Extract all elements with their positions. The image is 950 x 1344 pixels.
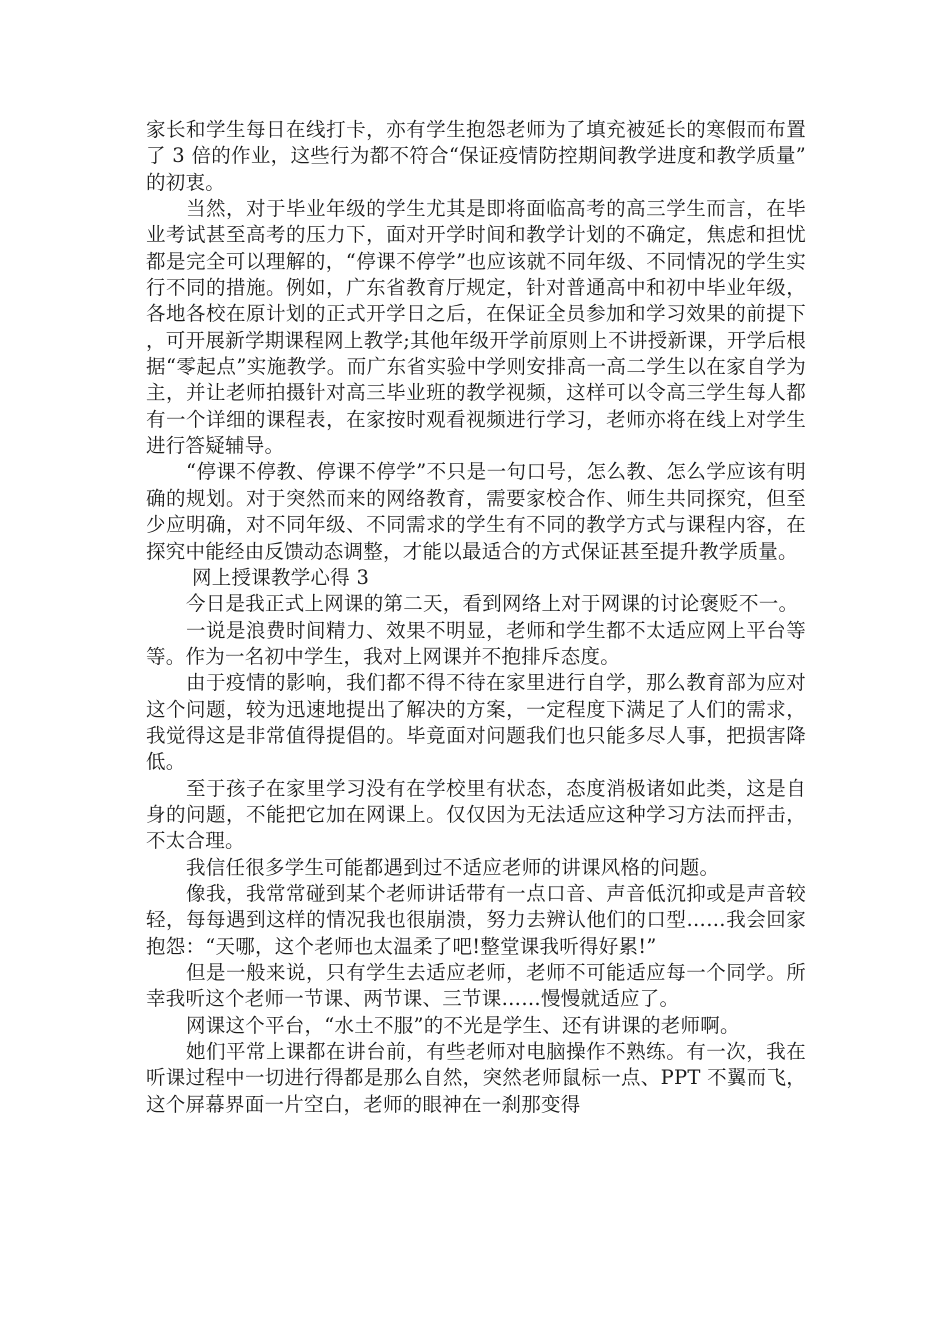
paragraph-3: “停课不停教、停课不停学”不只是一句口号，怎么教、怎么学应该有明确的规划。对于突然而来的网络教育，需要家校合作、师生共同探究，但至少应明确，对不同年级、不同需求的学生有不同的教学方式与课程内容，在探究中能经由反馈动态调整，才能以最适合的方式保证甚至提升教学质量。: [146, 460, 806, 563]
paragraph-10: 但是一般来说，只有学生去适应老师，老师不可能适应每一个同学。所幸我听这个老师一节课、两节课、三节课……慢慢就适应了。: [146, 961, 806, 1011]
paragraph-2: 当然，对于毕业年级的学生尤其是即将面临高考的高三学生而言，在毕业考试甚至高考的压力下，面对开学时间和教学计划的不确定，焦虑和担忧都是完全可以理解的，“停课不停学”也应该就不同年级、不同情况的学生实行不同的措施。例如，广东省教育厅规定，针对普通高中和初中毕业年级，各地各校在原计划的正式开学日之后，在保证全员参加和学习效果的前提下，可开展新学期课程网上教学;其他年级开学前原则上不讲授新课，开学后根据“零起点”实施教学。而广东省实验中学则安排高一高二学生以在家自学为主，并让老师拍摄针对高三毕业班的教学视频，这样可以令高三学生每人都有一个详细的课程表，在家按时观看视频进行学习，老师亦将在线上对学生进行答疑辅导。: [146, 197, 806, 458]
paragraph-12: 她们平常上课都在讲台前，有些老师对电脑操作不熟练。有一次，我在听课过程中一切进行得都是那么自然，突然老师鼠标一点、PPT 不翼而飞，这个屏幕界面一片空白，老师的眼神在一刹那变得: [146, 1040, 806, 1116]
paragraph-5: 一说是浪费时间精力、效果不明显，老师和学生都不太适应网上平台等等。作为一名初中学生，我对上网课并不抱排斥态度。: [146, 618, 806, 668]
paragraph-7: 至于孩子在家里学习没有在学校里有状态，态度消极诸如此类，这是自身的问题，不能把它加在网课上。仅仅因为无法适应这种学习方法而抨击，不太合理。: [146, 776, 806, 853]
paragraph-9: 像我，我常常碰到某个老师讲话带有一点口音、声音低沉抑或是声音较轻，每每遇到这样的情况我也很崩溃，努力去辨认他们的口型……我会回家抱怨：“天哪，这个老师也太温柔了吧!整堂课我听得好累!”: [146, 881, 806, 958]
paragraph-4: 今日是我正式上网课的第二天，看到网络上对于网课的讨论褒贬不一。: [186, 592, 799, 616]
paragraph-6: 由于疫情的影响，我们都不得不待在家里进行自学，那么教育部为应对这个问题，较为迅速地提出了解决的方案，一定程度下满足了人们的需求，我觉得这是非常值得提倡的。毕竟面对问题我们也只能多尽人事，把损害降低。: [146, 671, 806, 774]
section-heading: 网上授课教学心得 3: [192, 565, 370, 589]
document-body: [146, 117, 806, 1118]
paragraph-11: 网课这个平台，“水土不服”的不光是学生、还有讲课的老师啊。: [186, 1013, 740, 1037]
paragraph-8: 我信任很多学生可能都遇到过不适应老师的讲课风格的问题。: [186, 855, 720, 879]
paragraph-1: 家长和学生每日在线打卡，亦有学生抱怨老师为了填充被延长的寒假而布置了 3 倍的作业，这些行为都不符合“保证疫情防控期间教学进度和教学质量”的初衷。: [146, 118, 806, 194]
